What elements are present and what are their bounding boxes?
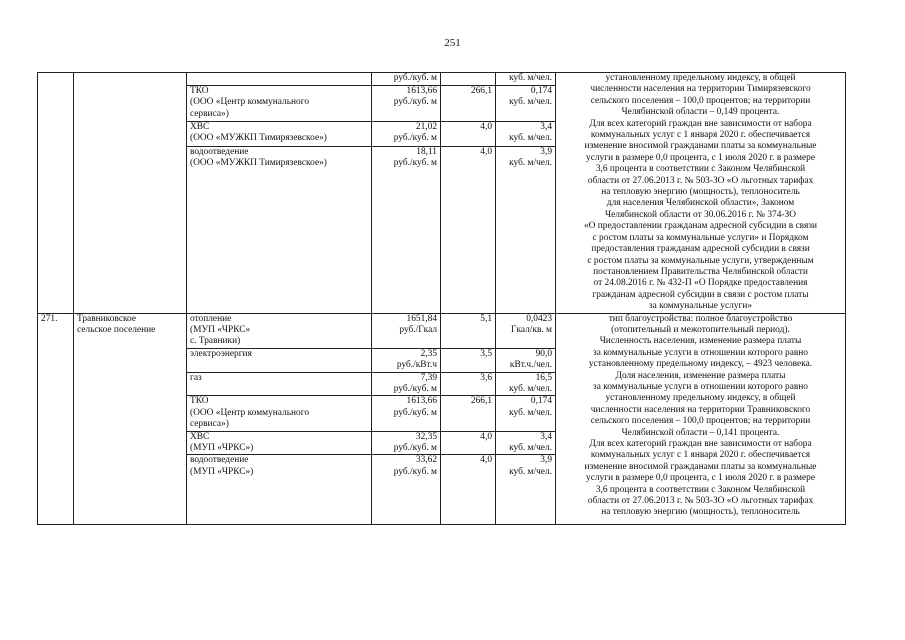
tariff-value: 32,35 руб./куб. м [372,431,441,455]
tariff-value: 33,62 руб./куб. м [372,455,441,525]
service-name: ХВС (ООО «МУЖКП Тимирязевское») [187,122,372,147]
consumption-norm: 0,0423 Гкал/кв. м [496,313,556,348]
growth-index: 4,0 [441,431,496,455]
consumption-norm: 3,4 куб. м/чел. [496,431,556,455]
page-number: 251 [444,37,461,49]
consumption-norm: 3,9 куб. м/чел. [496,146,556,313]
consumption-norm: 3,4 куб. м/чел. [496,122,556,147]
table-row [38,313,846,348]
service-name: водоотведение (ООО «МУЖКП Тимирязевское») [187,146,372,313]
consumption-norm: 3,9 куб. м/чел. [496,455,556,525]
row-index [38,73,74,314]
service-name: водоотведение (МУП «ЧРКС») [187,455,372,525]
growth-index [441,73,496,86]
growth-index: 3,6 [441,372,496,396]
consumption-norm: 0,174 куб. м/чел. [496,396,556,431]
tariff-table [37,72,846,525]
settlement-description: тип благоустройства: полное благоустройство (отопительный и межотопительный период). Численность населения, изменение размера платы за коммунальные услуги в отношении которого равно установленному предельному индексу, – 4923 человека. Доля населения, изменение размера платы за коммунальные услуги в отношении которого равно установленному предельному индексу, в общей численности населения на территории Травниковского сельского поселения – 100,0 процентов; на территории Челябинской области – 0,141 процента. Для всех категорий граждан вне зависимости от набора коммунальных услуг с 1 января 2020 г. обеспечивается изменение вносимой гражданами платы за коммунальные услуги в размере 0,0 процента, с 1 июля 2020 г. в размере 3,6 процента в соответствии с Законом Челябинской области от 27.06.2013 г. № 503-ЗО «О льготных тарифах на тепловую энергию (мощность), теплоноситель [556,313,846,525]
growth-index: 3,5 [441,348,496,372]
settlement-name [74,73,187,314]
settlement-name: Травниковское сельское поселение [74,313,187,525]
tariff-value: 21,02 руб./куб. м [372,122,441,147]
service-name: отопление (МУП «ЧРКС» с. Травники) [187,313,372,348]
settlement-description: установленному предельному индексу, в общей численности населения на территории Тимирязевского сельского поселения – 100,0 процентов; на территории Челябинской области – 0,149 процента. Для всех категорий граждан вне зависимости от набора коммунальных услуг с 1 января 2020 г. обеспечивается изменение вносимой гражданами платы за коммунальные услуги в размере 0,0 процента, с 1 июля 2020 г. в размере 3,6 процента в соответствии с Законом Челябинской области от 27.06.2013 г. № 503-ЗО «О льготных тарифах на тепловую энергию (мощность), теплоноситель для населения Челябинской области», Законом Челябинской области от 30.06.2016 г. № 374-ЗО «О предоставлении гражданам адресной субсидии в связи с ростом платы за коммунальные услуги» и Порядком предоставления гражданам адресной субсидии в связи с ростом платы за коммунальные услуги, утвержденным постановлением Правительства Челябинской области от 24.08.2016 г. № 432-П «О Порядке предоставления гражданам адресной субсидии в связи с ростом платы за коммунальные услуги» [556,73,846,314]
tariff-value: руб./куб. м [372,73,441,86]
tariff-value: 7,39 руб./куб. м [372,372,441,396]
tariff-value: 18,11 руб./куб. м [372,146,441,313]
service-name: электроэнергия [187,348,372,372]
growth-index: 4,0 [441,146,496,313]
table-row [38,73,846,86]
consumption-norm: 16,5 куб. м/чел. [496,372,556,396]
service-name: газ [187,372,372,396]
consumption-norm: куб. м/чел. [496,73,556,86]
consumption-norm: 0,174 куб. м/чел. [496,85,556,121]
row-index: 271. [38,313,74,525]
tariff-value: 2,35 руб./кВт.ч [372,348,441,372]
service-name: ХВС (МУП «ЧРКС») [187,431,372,455]
growth-index: 5,1 [441,313,496,348]
service-name: ТКО (ООО «Центр коммунального сервиса») [187,85,372,121]
growth-index: 266,1 [441,85,496,121]
growth-index: 4,0 [441,122,496,147]
service-name: ТКО (ООО «Центр коммунального сервиса») [187,396,372,431]
growth-index: 266,1 [441,396,496,431]
tariff-value: 1613,66 руб./куб. м [372,396,441,431]
tariff-value: 1651,84 руб./Гкал [372,313,441,348]
tariff-value: 1613,66 руб./куб. м [372,85,441,121]
service-name [187,73,372,86]
consumption-norm: 90,0 кВт.ч./чел. [496,348,556,372]
growth-index: 4,0 [441,455,496,525]
